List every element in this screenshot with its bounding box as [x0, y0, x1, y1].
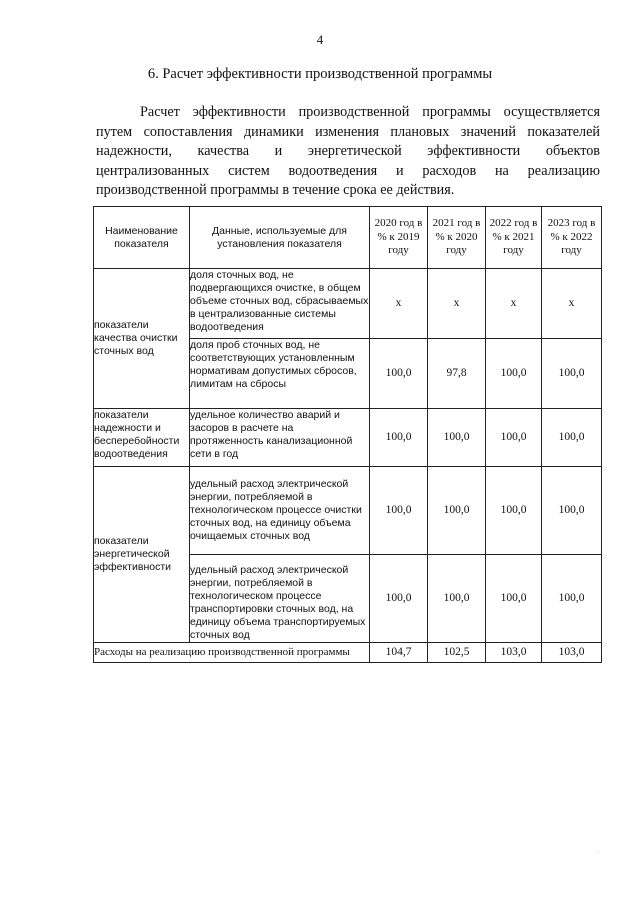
section-title: 6. Расчет эффективности производственной программы [147, 66, 493, 82]
cell-2021: 97,8 [428, 339, 486, 409]
header-name: Наименование показателя [94, 207, 190, 269]
table-row [94, 467, 602, 555]
header-2020: 2020 год в % к 2019 году [370, 207, 428, 269]
header-data: Данные, используемые для установления показателя [190, 207, 370, 269]
scan-speck: · [597, 850, 599, 856]
row-desc: удельный расход электрической энергии, потребляемой в технологическом процессе очистки сточных вод, на единицу объема очищаемых сточных вод [190, 467, 370, 555]
cell-2022: 100,0 [486, 409, 542, 467]
cell-2021: x [428, 269, 486, 339]
header-2023: 2023 год в % к 2022 году [542, 207, 602, 269]
cell-2020: x [370, 269, 428, 339]
row-desc: удельный расход электрической энергии, потребляемой в технологическом процессе транспортировки сточных вод, на единицу объема транспортируемых сточных вод [190, 555, 370, 643]
cell-2021: 100,0 [428, 555, 486, 643]
cell-2022: x [486, 269, 542, 339]
efficiency-table [93, 206, 602, 663]
cell-2023: 100,0 [542, 409, 602, 467]
table-header-row [94, 207, 602, 269]
group-energy: показатели энергетической эффективности [94, 467, 190, 643]
cell-2021: 100,0 [428, 409, 486, 467]
summary-2023: 103,0 [542, 643, 602, 663]
page-number: 4 [316, 32, 324, 47]
header-2021: 2021 год в % к 2020 году [428, 207, 486, 269]
header-2022: 2022 год в % к 2021 году [486, 207, 542, 269]
cell-2023: 100,0 [542, 339, 602, 409]
table-row [94, 409, 602, 467]
cell-2022: 100,0 [486, 555, 542, 643]
summary-2022: 103,0 [486, 643, 542, 663]
cell-2020: 100,0 [370, 555, 428, 643]
cell-2020: 100,0 [370, 467, 428, 555]
cell-2021: 100,0 [428, 467, 486, 555]
row-desc: доля сточных вод, не подвергающихся очистке, в общем объеме сточных вод, сбрасываемых в централизованные системы водоотведения [190, 269, 370, 339]
cell-2023: 100,0 [542, 555, 602, 643]
cell-2023: x [542, 269, 602, 339]
cell-2020: 100,0 [370, 409, 428, 467]
cell-2022: 100,0 [486, 467, 542, 555]
table-row [94, 269, 602, 339]
group-reliability: показатели надежности и бесперебойности водоотведения [94, 409, 190, 467]
row-desc: доля проб сточных вод, не соответствующих установленным нормативам допустимых сбросов, лимитам на сбросы [190, 339, 370, 409]
summary-2020: 104,7 [370, 643, 428, 663]
cell-2020: 100,0 [370, 339, 428, 409]
summary-label: Расходы на реализацию производственной программы [94, 643, 370, 663]
row-desc: удельное количество аварий и засоров в расчете на протяженность канализационной сети в год [190, 409, 370, 467]
cell-2023: 100,0 [542, 467, 602, 555]
cell-2022: 100,0 [486, 339, 542, 409]
summary-row [94, 643, 602, 663]
intro-paragraph: Расчет эффективности производственной программы осуществляется путем сопоставления динамики изменения плановых значений показателей надежности, качества и энергетической эффективности объектов централизованных систем водоотведения и расходов на реализацию производственной программы в течение срока ее действия. [96, 104, 600, 198]
summary-2021: 102,5 [428, 643, 486, 663]
group-quality: показатели качества очистки сточных вод [94, 269, 190, 409]
